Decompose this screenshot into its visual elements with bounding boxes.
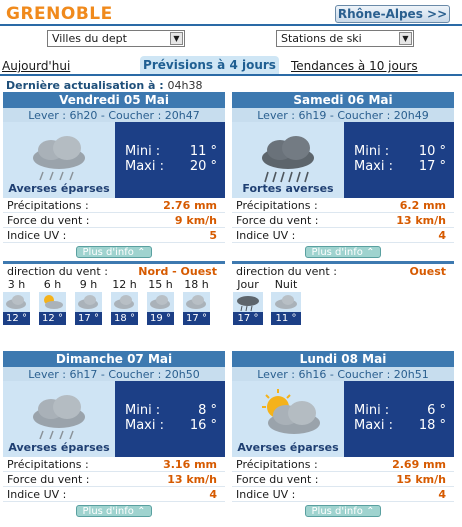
day-panel-2 [232,92,454,278]
weather-image [232,381,344,457]
header-divider [0,24,462,26]
maxi-value: 17 ° [418,159,446,174]
precip-label: Précipitations : [236,198,318,212]
wind-value: 13 km/h [167,472,217,486]
more-info-button[interactable]: Plus d'info ⌃ [76,246,152,258]
day-title: Samedi 06 Mai [232,92,454,108]
maxi-value: 18 ° [418,418,446,433]
period-label: Jour [237,278,259,291]
day-title: Lundi 08 Mai [232,351,454,367]
cloud-icon [3,292,30,312]
hour-slot [147,278,174,325]
sunrise-sunset: Lever : 6h17 - Coucher : 20h50 [3,367,225,381]
uv-label: Indice UV : [236,487,296,501]
day-panel-4 [232,351,454,520]
hour-temp: 12 ° [3,312,30,325]
hour-label: 9 h [79,278,98,291]
region-button[interactable]: Rhône-Alpes >> [335,5,450,23]
hour-slot [183,278,210,325]
tab-trends-10-days[interactable]: Tendances à 10 jours [291,59,418,73]
day-panel-3 [3,351,225,520]
hour-label: 3 h [7,278,26,291]
chevron-down-icon[interactable]: ▼ [399,32,412,45]
uv-value: 5 [209,228,217,242]
day-night-forecast [233,278,301,325]
hour-temp: 12 ° [39,312,66,325]
uv-label: Indice UV : [7,228,67,242]
mini-label: Mini : [354,144,390,159]
hour-temp: 18 ° [111,312,138,325]
mini-label: Mini : [125,403,161,418]
cloud-icon [147,292,174,312]
wind-dir-value: Nord - Ouest [138,264,217,278]
wind-value: 13 km/h [396,213,446,227]
wind-value: 9 km/h [174,213,217,227]
hour-temp: 19 ° [147,312,174,325]
maxi-label: Maxi : [125,159,164,174]
maxi-value: 16 ° [189,418,217,433]
wind-label: Force du vent : [236,472,319,486]
maxi-label: Maxi : [125,418,164,433]
hourly-forecast [3,278,210,325]
mini-value: 11 ° [189,144,217,159]
more-info-button[interactable]: Plus d'info ⌃ [305,246,381,258]
tab-forecast-4-days[interactable]: Prévisions à 4 jours [140,56,279,74]
precip-label: Précipitations : [7,198,89,212]
precip-label: Précipitations : [236,457,318,471]
cloud-heavy-rain-icon [233,292,263,312]
uv-value: 4 [209,487,217,501]
wind-label: Force du vent : [7,472,90,486]
villes-select[interactable] [47,30,185,47]
stations-select-value: Stations de ski [281,32,362,45]
sunrise-sunset: Lever : 6h20 - Coucher : 20h47 [3,108,225,122]
wind-value: 15 km/h [396,472,446,486]
uv-value: 4 [438,487,446,501]
weather-caption: Averses éparses [8,182,110,195]
maxi-value: 20 ° [189,159,217,174]
precip-value: 2.69 mm [392,457,446,471]
hour-slot [111,278,138,325]
last-update-value: 04h38 [167,79,203,92]
sun-cloud-icon [39,292,66,312]
uv-label: Indice UV : [7,487,67,501]
hour-temp: 17 ° [75,312,102,325]
hour-label: 18 h [184,278,209,291]
period-temp: 11 ° [271,312,301,325]
hour-label: 6 h [43,278,62,291]
hour-temp: 17 ° [183,312,210,325]
precip-label: Précipitations : [7,457,89,471]
tab-today[interactable]: Aujourd'hui [2,59,71,73]
stations-select[interactable] [276,30,414,47]
weather-caption: Averses éparses [237,441,339,454]
mini-value: 10 ° [418,144,446,159]
cloud-icon [111,292,138,312]
hour-label: 12 h [112,278,137,291]
precip-value: 6.2 mm [399,198,446,212]
maxi-label: Maxi : [354,159,393,174]
mini-label: Mini : [125,144,161,159]
cloud-icon [75,292,102,312]
mini-label: Mini : [354,403,390,418]
mini-value: 8 ° [198,403,217,418]
weather-caption: Averses éparses [8,441,110,454]
wind-label: Force du vent : [236,213,319,227]
tab-divider [0,74,462,76]
wind-dir-label: direction du vent : [236,264,337,278]
day-slot [233,278,263,325]
uv-value: 4 [438,228,446,242]
day-title: Dimanche 07 Mai [3,351,225,367]
hour-slot [75,278,102,325]
period-label: Nuit [274,278,298,291]
cloud-icon [183,292,210,312]
sunrise-sunset: Lever : 6h19 - Coucher : 20h49 [232,108,454,122]
last-update [6,79,202,92]
wind-dir-value: Ouest [409,264,446,278]
more-info-button[interactable]: Plus d'info ⌃ [76,505,152,517]
weather-image [3,381,115,457]
weather-caption: Fortes averses [242,182,334,195]
sunrise-sunset: Lever : 6h16 - Coucher : 20h51 [232,367,454,381]
day-title: Vendredi 05 Mai [3,92,225,108]
day-panel-1 [3,92,225,278]
more-info-button[interactable]: Plus d'info ⌃ [305,505,381,517]
cloud-icon [271,292,301,312]
precip-value: 2.76 mm [163,198,217,212]
weather-image [232,122,344,198]
city-title: GRENOBLE [6,4,113,24]
uv-label: Indice UV : [236,228,296,242]
wind-label: Force du vent : [7,213,90,227]
hour-slot [39,278,66,325]
maxi-label: Maxi : [354,418,393,433]
precip-value: 3.16 mm [163,457,217,471]
period-temp: 17 ° [233,312,263,325]
villes-select-value: Villes du dept [52,32,127,45]
night-slot [271,278,301,325]
hour-slot [3,278,30,325]
last-update-label: Dernière actualisation à : [6,79,164,92]
hour-label: 15 h [148,278,173,291]
chevron-down-icon[interactable]: ▼ [170,32,183,45]
mini-value: 6 ° [427,403,446,418]
wind-dir-label: direction du vent : [7,264,108,278]
weather-image [3,122,115,198]
